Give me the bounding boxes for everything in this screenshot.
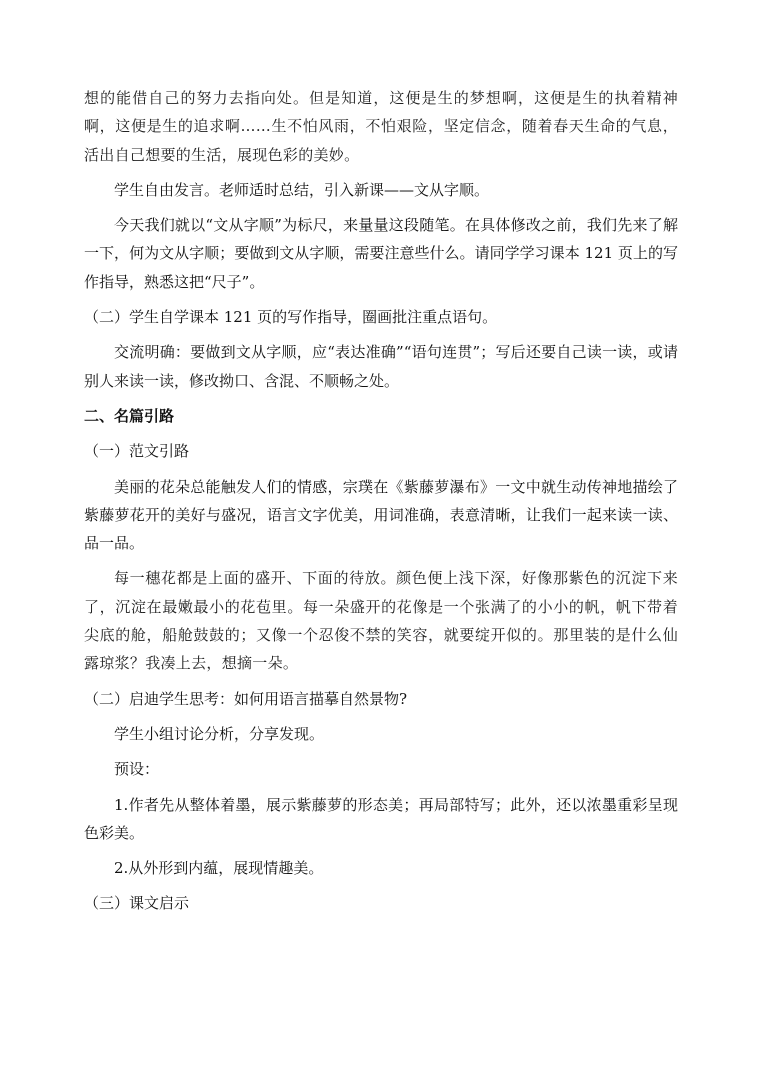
paragraph-exchange: 交流明确：要做到文从字顺，应“表达准确”“语句连贯”；写后还要自己读一读，或请别人来读一读，修改拗口、含混、不顺畅之处。 [84, 343, 678, 390]
intro-paragraph-garbled: 想的能借自己的努力去指向处。但是知道，这便是生的梦想啊，这便是生的执着精神啊，这便是生的追求啊……生不怕风雨，不怕艰险，坚定信念，随着春天生命的气息，活出自己想要的生活，展现色彩的美妙。 [84, 89, 678, 164]
paragraph-preset: 预设： [114, 760, 160, 779]
paragraph-point-2: 2.从外形到内蕴，展现情趣美。 [114, 859, 324, 878]
paragraph-group-discuss: 学生小组讨论分析，分享发现。 [114, 724, 325, 743]
quote-paragraph-garbled: 每一穗花都是上面的盛开、下面的待放。颜色便上浅下深，好像那紫色的沉淀下来了，沉淀在最嫩最小的花苞里。每一朵盛开的花像是一个张满了的小小的帆，帆下带着尖底的舱，船舱鼓鼓的；又像一个忍俊不禁的笑容，就要绽开似的。那里装的是什么仙露琼浆？我凑上去，想摘一朵。 [84, 569, 678, 673]
subheading-model-text: （一）范文引路 [84, 442, 190, 461]
paragraph-point-1: 1.作者先从整体着墨，展示紫藤萝的形态美；再局部特写；此外，还以浓墨重彩呈现色彩美。 [84, 795, 678, 842]
subheading-self-study: （二）学生自学课本 121 页的写作指导，圈画批注重点语句。 [84, 308, 498, 327]
section-heading-2: 二、名篇引路 [84, 406, 175, 425]
subheading-lesson-inspiration: （三）课文启示 [84, 894, 190, 913]
document-body [84, 84, 678, 925]
paragraph-today: 今天我们就以“文从字顺”为标尺，来量量这段随笔。在具体修改之前，我们先来了解一下，何为文从字顺；要做到文从字顺，需要注意些什么。请同学学习课本 121 页上的写作指导，熟悉这把“尺子”。 [84, 216, 678, 291]
paragraph-beauty: 美丽的花朵总能触发人们的情感，宗璞在《紫藤萝瀑布》一文中就生动传神地描绘了紫藤萝花开的美好与盛况，语言文字优美，用词准确，表意清晰，让我们一起来读一读、品一品。 [84, 477, 678, 553]
subheading-inspire: （二）启迪学生思考：如何用语言描摹自然景物? [84, 689, 408, 708]
paragraph-free-speech: 学生自由发言。老师适时总结，引入新课——文从字顺。 [114, 180, 490, 199]
